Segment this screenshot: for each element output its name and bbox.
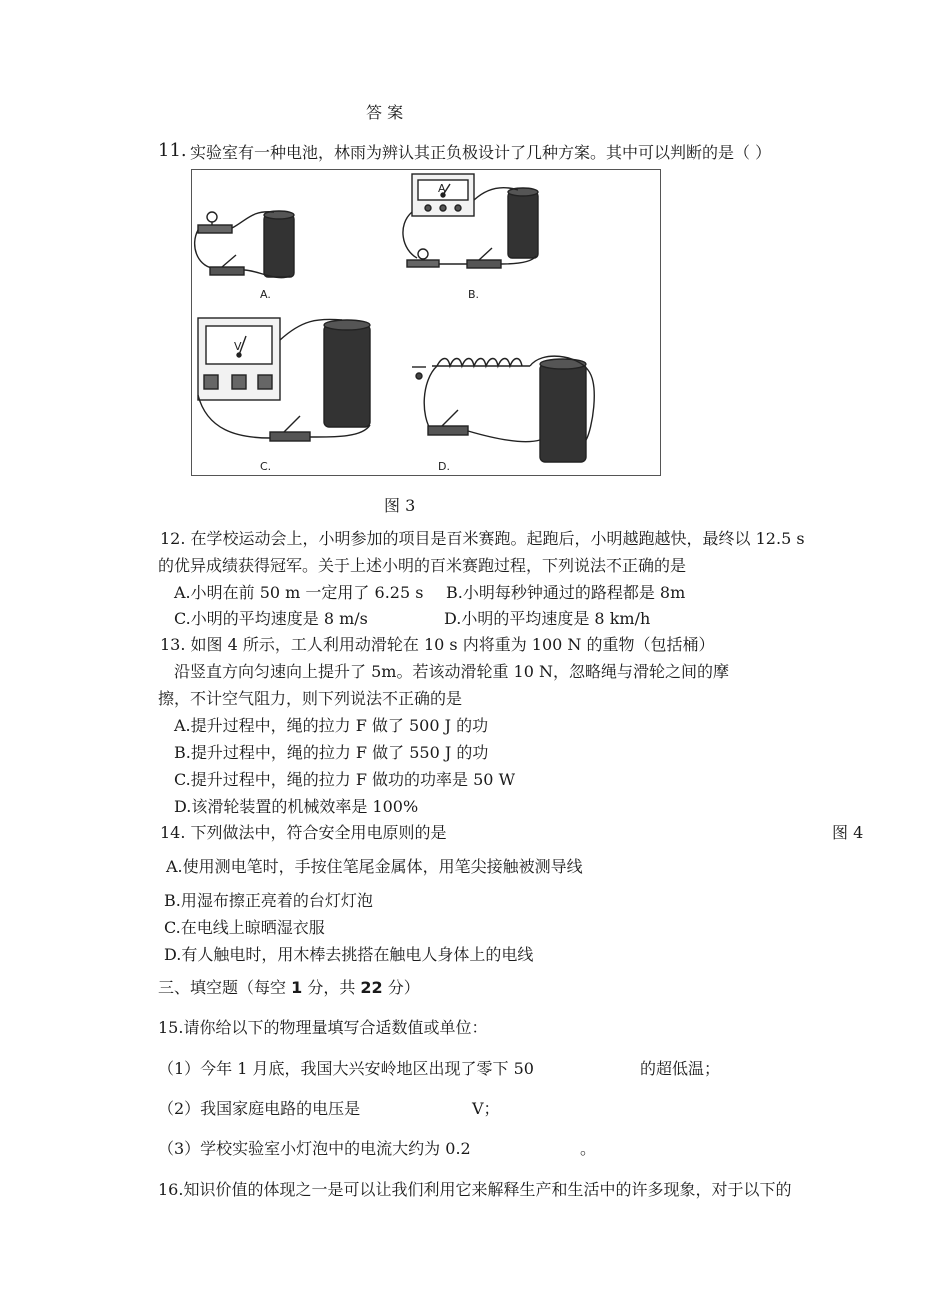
figure-4-reference: 图 4 [832,823,864,842]
label-b: B. [468,288,480,301]
question-12-line-2: 的优异成绩获得冠军。关于上述小明的百米赛跑过程，下列说法不正确的是 [158,556,687,575]
label-a: A. [260,288,271,301]
question-15-item-2-left: （2）我国家庭电路的电压是 [158,1099,361,1118]
bulb-icon-a [207,212,217,222]
section-3-heading [158,978,420,998]
lamp-holder-a [198,225,232,233]
question-12-option-c: C.小明的平均速度是 8 m/s [174,609,368,628]
question-15-item-3-left: （3）学校实验室小灯泡中的电流大约为 0.2 [158,1139,471,1158]
question-13-option-c: C.提升过程中，绳的拉力 F 做功的功率是 50 W [174,770,516,789]
question-12-line-1: 12. 在学校运动会上，小明参加的项目是百米赛跑。起跑后，小明越跑越快，最终以 12.5 s [160,529,805,548]
question-15-item-3-right: 。 [580,1139,597,1158]
page-title: 答 案 [366,103,404,122]
panel-a [195,211,294,301]
question-13-option-a: A.提升过程中，绳的拉力 F 做了 500 J 的功 [174,716,489,735]
lamp-holder-b [407,260,439,267]
switch-icon-c [270,432,310,441]
section-3-total-points: 22 [360,978,383,997]
bulb-icon-b [418,249,428,259]
question-15-item-2-right: V； [472,1099,500,1118]
switch-icon-d [428,426,468,435]
section-3-prefix: 三、填空题（每空 [158,978,292,997]
figure-3-caption: 图 3 [384,496,416,515]
question-14-option-a: A.使用测电笔时，手按住笔尾金属体，用笔尖接触被测导线 [166,857,583,876]
solenoid-coil-icon [437,359,522,367]
battery-icon-b [508,192,538,258]
question-15-text: 15.请你给以下的物理量填写合适数值或单位： [158,1018,488,1037]
battery-icon-a [264,215,294,277]
question-12-option-b: B.小明每秒钟通过的路程都是 8m [446,583,686,602]
section-3-suffix: 分） [382,978,420,997]
label-d: D. [438,460,450,473]
circuit-drawing [192,170,662,477]
question-13-option-b: B.提升过程中，绳的拉力 F 做了 550 J 的功 [174,743,489,762]
section-3-mid: 分，共 [302,978,361,997]
switch-icon-a [210,267,244,275]
question-11-number: 11. [158,140,187,161]
question-14-option-c: C.在电线上晾晒湿衣服 [164,918,325,937]
question-12-option-a: A.小明在前 50 m 一定用了 6.25 s [174,583,424,602]
panel-d [412,356,594,473]
battery-icon-c [324,325,370,427]
figure-3-circuit-diagrams [191,169,661,476]
question-13-line-2: 沿竖直方向匀速向上提升了 5m。若该动滑轮重 10 N，忽略绳与滑轮之间的摩 [174,662,729,681]
question-11-text: 实验室有一种电池，林雨为辨认其正负极设计了几种方案。其中可以判断的是（ ） [190,143,772,162]
question-15-item-1-right: 的超低温； [640,1059,721,1078]
question-15-item-1-left: （1）今年 1 月底，我国大兴安岭地区出现了零下 50 [158,1059,534,1078]
question-13-line-1: 13. 如图 4 所示，工人利用动滑轮在 10 s 内将重为 100 N 的重物（包括桶） [160,635,715,654]
question-13-line-3: 擦，不计空气阻力，则下列说法不正确的是 [158,689,463,708]
section-3-points-per-blank: 1 [291,978,303,997]
question-16-text: 16.知识价值的体现之一是可以让我们利用它来解释生产和生活中的许多现象，对于以下的 [158,1180,792,1199]
label-c: C. [260,460,272,473]
question-13-option-d: D.该滑轮装置的机械效率是 100% [174,797,419,816]
ammeter-symbol: A [438,182,446,195]
switch-icon-b [467,260,501,268]
question-14-option-d: D.有人触电时，用木棒去挑搭在触电人身体上的电线 [164,945,534,964]
panel-c [198,318,370,473]
battery-icon-d [540,364,586,462]
voltmeter-symbol: V [234,340,242,353]
panel-b [403,174,538,301]
question-14-text: 14. 下列做法中，符合安全用电原则的是 [160,823,447,842]
question-14-option-b: B.用湿布擦正亮着的台灯灯泡 [164,891,373,910]
question-12-option-d: D.小明的平均速度是 8 km/h [444,609,651,628]
